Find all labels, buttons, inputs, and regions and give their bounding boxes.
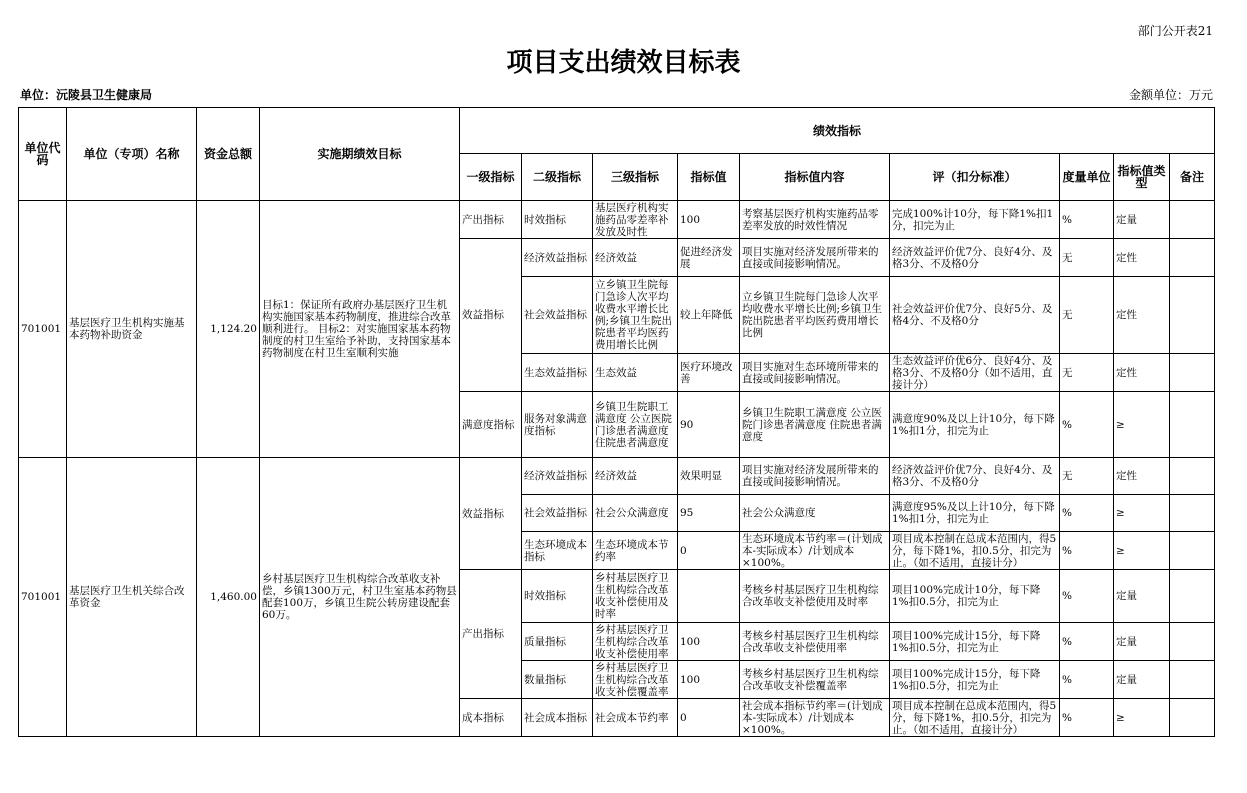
level2-cell: 社会成本指标	[522, 699, 593, 737]
unit-cell: %	[1060, 623, 1114, 661]
header-value-type: 指标值类型	[1114, 154, 1170, 201]
content-cell: 考核乡村基层医疗卫生机构综合改革收支补偿使用率	[740, 623, 890, 661]
level3-cell: 乡村基层医疗卫生机构综合改革收支补偿使用及时率	[593, 570, 678, 623]
value-cell: 100	[678, 623, 740, 661]
remark-cell	[1170, 277, 1215, 354]
content-cell: 考核乡村基层医疗卫生机构综合改革收支补偿覆盖率	[740, 661, 890, 699]
type-cell: 定性	[1114, 239, 1170, 277]
level1-cell: 产出指标	[460, 570, 522, 699]
level2-cell: 社会效益指标	[522, 277, 593, 354]
project-name: 基层医疗卫生机关综合改革资金	[67, 458, 197, 737]
unit-label: 单位：沅陵县卫生健康局	[20, 88, 153, 102]
remark-cell	[1170, 201, 1215, 239]
level1-cell: 成本指标	[460, 699, 522, 737]
remark-cell	[1170, 623, 1215, 661]
type-cell: 定量	[1114, 201, 1170, 239]
header-total-funds: 资金总额	[197, 108, 260, 201]
remark-cell	[1170, 699, 1215, 737]
remark-cell	[1170, 354, 1215, 392]
content-cell: 项目实施对经济发展所带来的直接或间接影响情况。	[740, 239, 890, 277]
scoring-cell: 项目成本控制在总成本范围内，得5分，每下降1%，扣0.5分，扣完为止。（如不适用，直接计分）	[890, 532, 1060, 570]
type-cell: 定量	[1114, 623, 1170, 661]
content-cell: 生态环境成本节约率＝(计划成本-实际成本）/计划成本×100%。	[740, 532, 890, 570]
value-cell: 0	[678, 532, 740, 570]
level3-cell: 经济效益	[593, 239, 678, 277]
content-cell: 考察基层医疗机构实施药品零差率发放的时效性情况	[740, 201, 890, 239]
type-cell: 定性	[1114, 354, 1170, 392]
scoring-cell: 经济效益评价优7分、良好4分、及格3分、不及格0分	[890, 458, 1060, 495]
unit-cell: %	[1060, 532, 1114, 570]
unit-cell: 无	[1060, 458, 1114, 495]
header-indicators: 绩效指标	[460, 108, 1215, 154]
scoring-cell: 项目100%完成计15分，每下降1%扣0.5分，扣完为止	[890, 623, 1060, 661]
level2-cell: 服务对象满意度指标	[522, 392, 593, 458]
level2-cell: 时效指标	[522, 570, 593, 623]
unit-cell: %	[1060, 699, 1114, 737]
project-goal: 乡村基层医疗卫生机构综合改革收支补偿，乡镇1300万元，村卫生室基本药物县配套100万，乡镇卫生院公转房建设配套60万。	[260, 458, 460, 737]
header-unit-name: 单位（专项）名称	[67, 108, 197, 201]
scoring-cell: 项目100%完成计15分，每下降1%扣0.5分，扣完为止	[890, 661, 1060, 699]
remark-cell	[1170, 570, 1215, 623]
level1-cell: 产出指标	[460, 201, 522, 239]
page-title: 项目支出绩效目标表	[506, 48, 741, 78]
scoring-cell: 生态效益评价优6分、良好4分、及格3分、不及格0分（如不适用，直接计分）	[890, 354, 1060, 392]
scoring-cell: 项目100%完成计10分，每下降1%扣0.5分，扣完为止	[890, 570, 1060, 623]
value-cell: 0	[678, 699, 740, 737]
level3-cell: 基层医疗机构实施药品零差率补发放及时性	[593, 201, 678, 239]
content-cell: 社会成本指标节约率＝(计划成本-实际成本）/计划成本×100%。	[740, 699, 890, 737]
scoring-cell: 满意度90%及以上计10分，每下降1%扣1分，扣完为止	[890, 392, 1060, 458]
remark-cell	[1170, 495, 1215, 532]
level2-cell: 经济效益指标	[522, 239, 593, 277]
remark-cell	[1170, 532, 1215, 570]
value-cell: 促进经济发展	[678, 239, 740, 277]
level3-cell: 经济效益	[593, 458, 678, 495]
unit-cell: 无	[1060, 354, 1114, 392]
form-number: 部门公开表21	[1137, 24, 1213, 38]
content-cell: 社会公众满意度	[740, 495, 890, 532]
header-level2: 二级指标	[522, 154, 593, 201]
unit-cell: %	[1060, 495, 1114, 532]
level1-cell: 满意度指标	[460, 392, 522, 458]
type-cell: 定量	[1114, 661, 1170, 699]
project-code: 701001	[19, 458, 67, 737]
scoring-cell: 项目成本控制在总成本范围内，得5分，每下降1%，扣0.5分，扣完为止。（如不适用，直接计分）	[890, 699, 1060, 737]
value-cell: 95	[678, 495, 740, 532]
type-cell: 定性	[1114, 277, 1170, 354]
header-level3: 三级指标	[593, 154, 678, 201]
type-cell: 定量	[1114, 570, 1170, 623]
header-period-goal: 实施期绩效目标	[260, 108, 460, 201]
unit-cell: %	[1060, 201, 1114, 239]
content-cell: 立乡镇卫生院每门急诊人次平均收费水平增长比例;乡镇卫生院出院患者平均医药费用增长比例	[740, 277, 890, 354]
level3-cell: 乡镇卫生院职工满意度 公立医院门诊患者满意度 住院患者满意度	[593, 392, 678, 458]
scoring-cell: 社会效益评价优7分、良好5分、及格4分、不及格0分	[890, 277, 1060, 354]
value-cell: 医疗环境改善	[678, 354, 740, 392]
remark-cell	[1170, 392, 1215, 458]
level2-cell: 生态环境成本指标	[522, 532, 593, 570]
project-goal: 目标1：保证所有政府办基层医疗卫生机构实施国家基本药物制度，推进综合改革顺利进行。 目标2：对实施国家基本药物制度的村卫生室给予补助，支持国家基本药物制度在村卫生室顺利实施	[260, 201, 460, 458]
level2-cell: 数量指标	[522, 661, 593, 699]
level2-cell: 社会效益指标	[522, 495, 593, 532]
project-code: 701001	[19, 201, 67, 458]
table-row	[19, 458, 1215, 495]
performance-table	[18, 107, 1215, 737]
level2-cell: 生态效益指标	[522, 354, 593, 392]
header-content: 指标值内容	[740, 154, 890, 201]
header-unit-code: 单位代码	[19, 108, 67, 201]
type-cell: 定性	[1114, 458, 1170, 495]
project-amount: 1,124.20	[197, 201, 260, 458]
level2-cell: 经济效益指标	[522, 458, 593, 495]
level2-cell: 质量指标	[522, 623, 593, 661]
level3-cell: 乡村基层医疗卫生机构综合改革收支补偿使用率	[593, 623, 678, 661]
table-row	[19, 201, 1215, 239]
level3-cell: 生态环境成本节约率	[593, 532, 678, 570]
project-amount: 1,460.00	[197, 458, 260, 737]
scoring-cell: 完成100%计10分，每下降1%扣1分，扣完为止	[890, 201, 1060, 239]
value-cell: 较上年降低	[678, 277, 740, 354]
value-cell: 效果明显	[678, 458, 740, 495]
value-cell	[678, 570, 740, 623]
unit-cell: %	[1060, 661, 1114, 699]
header-scoring: 评（扣分标准）	[890, 154, 1060, 201]
level1-cell: 效益指标	[460, 458, 522, 570]
content-cell: 项目实施对生态环境所带来的直接或间接影响情况。	[740, 354, 890, 392]
type-cell: ≥	[1114, 699, 1170, 737]
content-cell: 项目实施对经济发展所带来的直接或间接影响情况。	[740, 458, 890, 495]
type-cell: ≥	[1114, 532, 1170, 570]
type-cell: ≥	[1114, 392, 1170, 458]
type-cell: ≥	[1114, 495, 1170, 532]
remark-cell	[1170, 458, 1215, 495]
header-measure-unit: 度量单位	[1060, 154, 1114, 201]
level3-cell: 立乡镇卫生院每门急诊人次平均收费水平增长比例;乡镇卫生院出院患者平均医药费用增长比例	[593, 277, 678, 354]
header-remark: 备注	[1170, 154, 1215, 201]
value-cell: 100	[678, 661, 740, 699]
header-row-1	[19, 108, 1215, 154]
unit-cell: %	[1060, 570, 1114, 623]
content-cell: 乡镇卫生院职工满意度 公立医院门诊患者满意度 住院患者满意度	[740, 392, 890, 458]
level3-cell: 乡村基层医疗卫生机构综合改革收支补偿覆盖率	[593, 661, 678, 699]
value-cell: 90	[678, 392, 740, 458]
header-value: 指标值	[678, 154, 740, 201]
project-name: 基层医疗卫生机构实施基本药物补助资金	[67, 201, 197, 458]
level3-cell: 社会成本节约率	[593, 699, 678, 737]
remark-cell	[1170, 239, 1215, 277]
content-cell: 考核乡村基层医疗卫生机构综合改革收支补偿使用及时率	[740, 570, 890, 623]
amount-unit-label: 金额单位：万元	[1128, 88, 1213, 102]
header-level1: 一级指标	[460, 154, 522, 201]
value-cell: 100	[678, 201, 740, 239]
unit-cell: %	[1060, 392, 1114, 458]
level3-cell: 社会公众满意度	[593, 495, 678, 532]
scoring-cell: 经济效益评价优7分、良好4分、及格3分、不及格0分	[890, 239, 1060, 277]
level2-cell: 时效指标	[522, 201, 593, 239]
level1-cell: 效益指标	[460, 239, 522, 392]
level3-cell: 生态效益	[593, 354, 678, 392]
unit-cell: 无	[1060, 239, 1114, 277]
unit-cell: 无	[1060, 277, 1114, 354]
remark-cell	[1170, 661, 1215, 699]
scoring-cell: 满意度95%及以上计10分，每下降1%扣1分，扣完为止	[890, 495, 1060, 532]
